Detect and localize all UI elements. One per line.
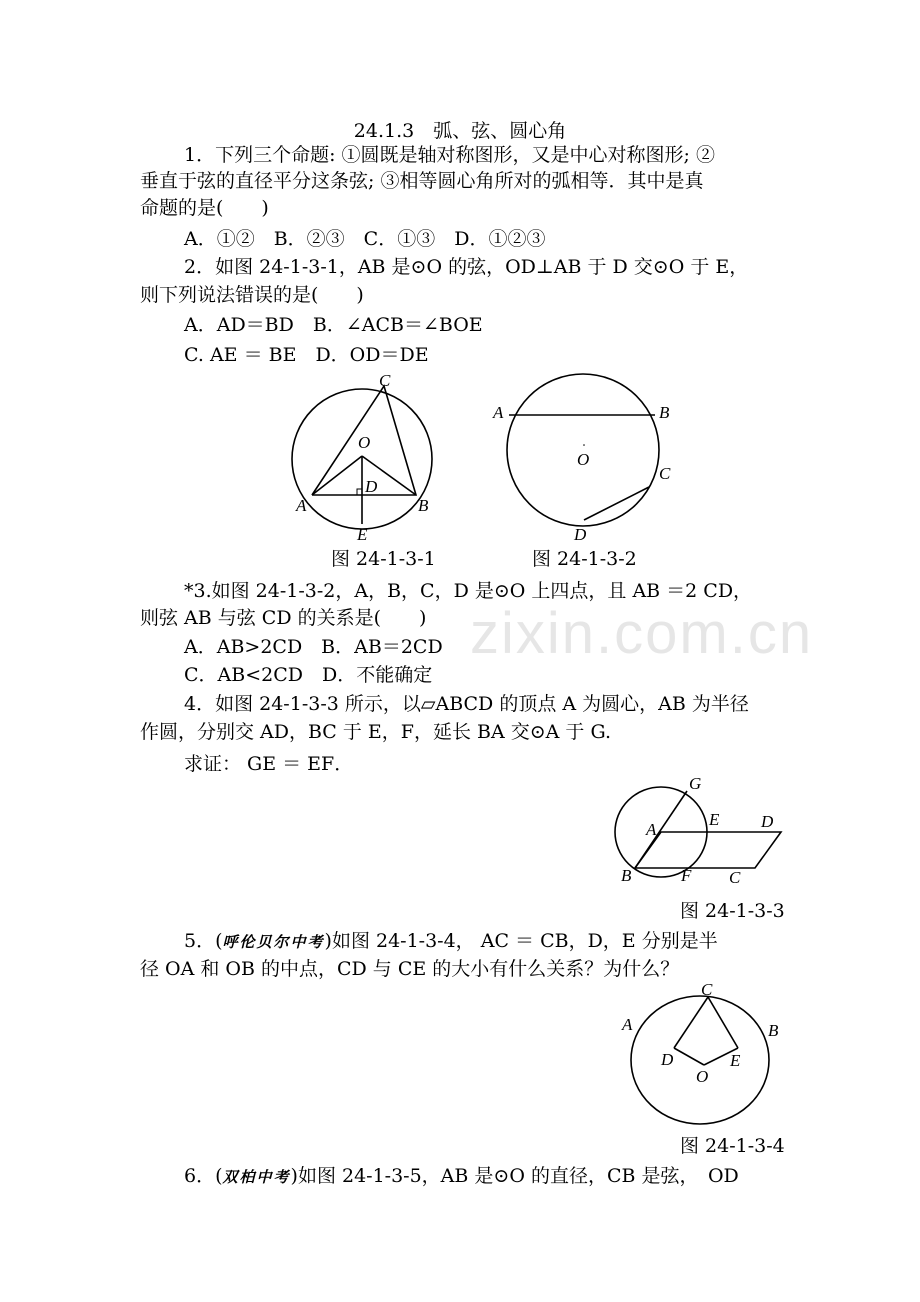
fig2-label-c: C xyxy=(659,464,671,483)
q6-number: 6．( xyxy=(184,1165,223,1187)
fig3-label-a: A xyxy=(646,820,657,839)
q4-line-2: 作圆，分别交 AD，BC 于 E，F，延长 BA 交⊙A 于 G. xyxy=(140,721,612,743)
figure-24-1-3-2 xyxy=(485,368,685,543)
q5-line-1 xyxy=(184,928,718,955)
fig4-label-c: C xyxy=(701,980,713,999)
fig1-label-d: D xyxy=(365,477,378,496)
figure-24-1-3-4 xyxy=(618,980,788,1130)
watermark: zixin.com.cn xyxy=(470,601,814,666)
fig2-label-a: A xyxy=(493,403,504,422)
q5-text: )如图 24-1-3-4， AC ＝ CB，D，E 分别是半 xyxy=(324,930,718,952)
fig4-label-a: A xyxy=(622,1015,633,1034)
q2-line-2: 则下列说法错误的是( ) xyxy=(140,284,364,306)
q2-line-1: 2．如图 24-1-3-1，AB 是⊙O 的弦，OD⊥AB 于 D 交⊙O 于 E， xyxy=(184,256,749,278)
q4-line-1: 4．如图 24-1-3-3 所示，以▱ABCD 的顶点 A 为圆心，AB 为半径 xyxy=(184,693,749,715)
q5-number: 5．( xyxy=(184,930,223,952)
fig1-label-e: E xyxy=(357,525,368,543)
fig2-label-b: B xyxy=(659,403,670,422)
fig1-label-c: C xyxy=(379,371,391,390)
fig3-label-g: G xyxy=(689,775,702,793)
figure-24-1-3-1 xyxy=(285,368,455,543)
q6-text: )如图 24-1-3-5，AB 是⊙O 的直径，CB 是弦， OD xyxy=(290,1165,739,1187)
q5-line-2: 径 OA 和 OB 的中点，CD 与 CE 的大小有什么关系？为什么？ xyxy=(140,958,680,980)
fig3-label-f: F xyxy=(681,866,692,885)
fig4-label-o: O xyxy=(696,1067,709,1086)
figure-24-1-3-3 xyxy=(605,775,785,890)
q6-source: 双柏中考 xyxy=(222,1168,291,1186)
fig2-label-o: O xyxy=(577,450,590,469)
fig4-caption: 图 24-1-3-4 xyxy=(680,1135,785,1157)
q3-line-1: *3.如图 24-1-3-2，A，B，C，D 是⊙O 上四点，且 AB ＝2 CD， xyxy=(184,580,753,602)
q4-line-3: 求证： GE ＝ EF． xyxy=(184,753,354,775)
fig1-label-o: O xyxy=(358,433,371,452)
fig3-caption: 图 24-1-3-3 xyxy=(680,900,785,922)
q5-source: 呼伦贝尔中考 xyxy=(222,933,325,951)
q2-options-1: A．AD＝BD B．∠ACB＝∠BOE xyxy=(184,314,483,336)
fig3-label-b: B xyxy=(621,866,632,885)
q1-line-2: 垂直于弦的直径平分这条弦; ③相等圆心角所对的弧相等．其中是真 xyxy=(140,170,704,192)
fig3-label-c: C xyxy=(729,868,741,887)
q1-line-1: 1．下列三个命题: ①圆既是轴对称图形，又是中心对称图形; ② xyxy=(184,144,715,166)
q3-options-1: A．AB>2CD B．AB＝2CD xyxy=(184,636,443,658)
fig1-caption: 图 24-1-3-1 xyxy=(331,548,436,570)
q1-options: A．①② B．②③ C．①③ D．①②③ xyxy=(184,228,546,250)
fig1-label-b: B xyxy=(418,496,429,515)
fig3-label-d: D xyxy=(761,812,774,831)
fig2-label-d: D xyxy=(574,525,587,543)
fig4-label-d: D xyxy=(661,1050,674,1069)
fig3-label-e: E xyxy=(709,810,720,829)
fig4-label-b: B xyxy=(768,1021,779,1040)
q2-options-2: C. AE ＝ BE D．OD＝DE xyxy=(184,344,429,366)
section-title: 24.1.3 弧、弦、圆心角 xyxy=(353,120,567,142)
q1-line-3: 命题的是( ) xyxy=(140,197,269,219)
fig1-label-a: A xyxy=(296,496,307,515)
q6-line-1 xyxy=(184,1163,739,1190)
q3-options-2: C．AB<2CD D．不能确定 xyxy=(184,664,433,686)
fig2-caption: 图 24-1-3-2 xyxy=(532,548,637,570)
fig4-label-e: E xyxy=(730,1051,741,1070)
q3-line-2: 则弦 AB 与弦 CD 的关系是( ) xyxy=(140,607,427,629)
